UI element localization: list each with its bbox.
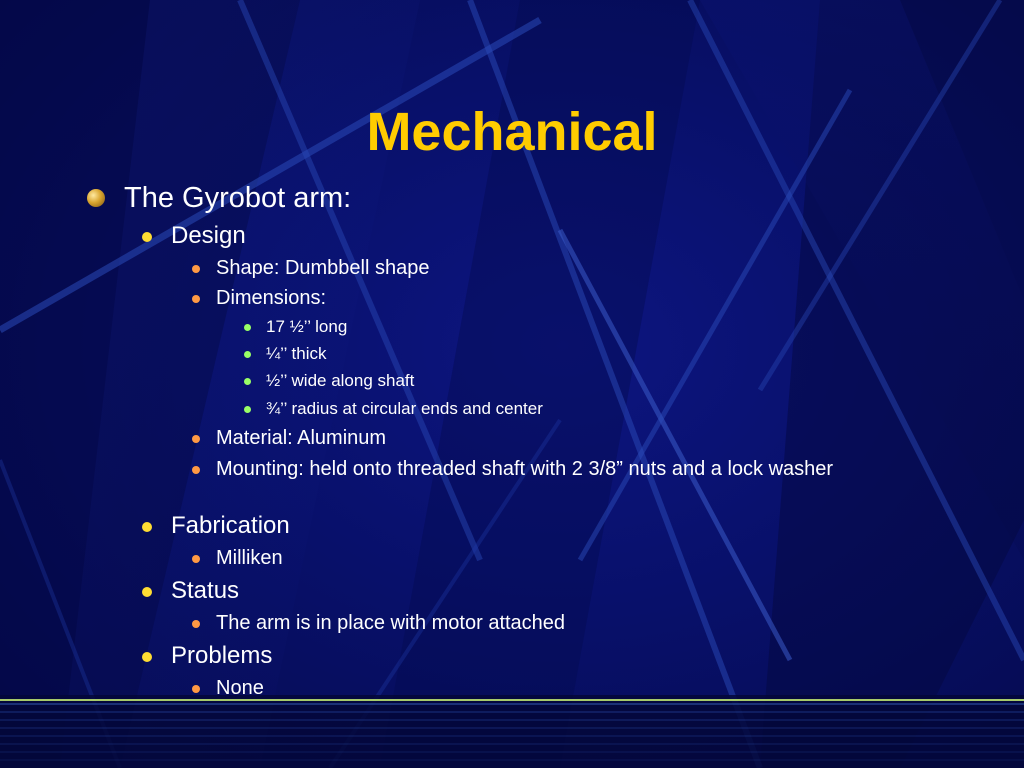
list-item bbox=[216, 286, 326, 310]
list-item-text: ¾’’ radius at circular ends and center bbox=[266, 399, 543, 418]
list-item bbox=[171, 512, 290, 540]
list-item bbox=[216, 426, 386, 450]
list-item bbox=[216, 676, 264, 700]
list-item bbox=[216, 611, 565, 635]
bullet-dot-icon bbox=[192, 435, 200, 443]
list-item bbox=[266, 317, 347, 337]
bullet-heading bbox=[124, 181, 351, 215]
list-item-text: Design bbox=[171, 222, 246, 249]
list-item-text: None bbox=[216, 677, 264, 699]
bullet-dot-icon bbox=[192, 685, 200, 693]
bullet-dot-icon bbox=[192, 265, 200, 273]
list-item-text: Fabrication bbox=[171, 512, 290, 539]
bullet-dot-icon bbox=[142, 587, 152, 597]
list-item bbox=[266, 344, 326, 364]
list-item-text: Mounting: held onto threaded shaft with 2 3/8” nuts and a lock washer bbox=[216, 458, 834, 480]
list-item-text: ½’’ wide along shaft bbox=[266, 371, 415, 390]
bullet-dot-icon bbox=[244, 378, 251, 385]
bullet-dot-icon bbox=[244, 406, 251, 413]
list-item-text: Shape: Dumbbell shape bbox=[216, 257, 430, 279]
list-item-text: 17 ½’’ long bbox=[266, 317, 348, 336]
bullet-dot-icon bbox=[142, 232, 152, 242]
bullet-dot-icon bbox=[142, 522, 152, 532]
list-item bbox=[266, 371, 414, 391]
bullet-dot-icon bbox=[142, 652, 152, 662]
list-item-text: Material: Aluminum bbox=[216, 427, 387, 449]
bullet-dot-icon bbox=[192, 295, 200, 303]
list-item bbox=[216, 457, 936, 481]
bullet-dot-icon bbox=[244, 324, 251, 331]
bullet-orb-icon bbox=[87, 189, 105, 207]
bullet-heading-text: The Gyrobot arm: bbox=[124, 182, 352, 214]
list-item bbox=[171, 577, 239, 605]
list-item-text: Status bbox=[171, 577, 240, 604]
bullet-dot-icon bbox=[192, 466, 200, 474]
bullet-dot-icon bbox=[192, 620, 200, 628]
slide-title: Mechanical bbox=[366, 102, 658, 162]
list-item bbox=[266, 399, 543, 419]
bullet-dot-icon bbox=[192, 555, 200, 563]
list-item-text: Problems bbox=[171, 642, 273, 669]
list-item-text: The arm is in place with motor attached bbox=[216, 612, 566, 634]
list-item bbox=[171, 222, 246, 250]
list-item bbox=[216, 256, 429, 280]
list-item bbox=[216, 546, 283, 570]
list-item-text: ¼’’ thick bbox=[266, 344, 327, 363]
list-item bbox=[171, 642, 272, 670]
list-item-text: Dimensions: bbox=[216, 287, 327, 309]
bullet-dot-icon bbox=[244, 351, 251, 358]
list-item-text: Milliken bbox=[216, 547, 283, 569]
